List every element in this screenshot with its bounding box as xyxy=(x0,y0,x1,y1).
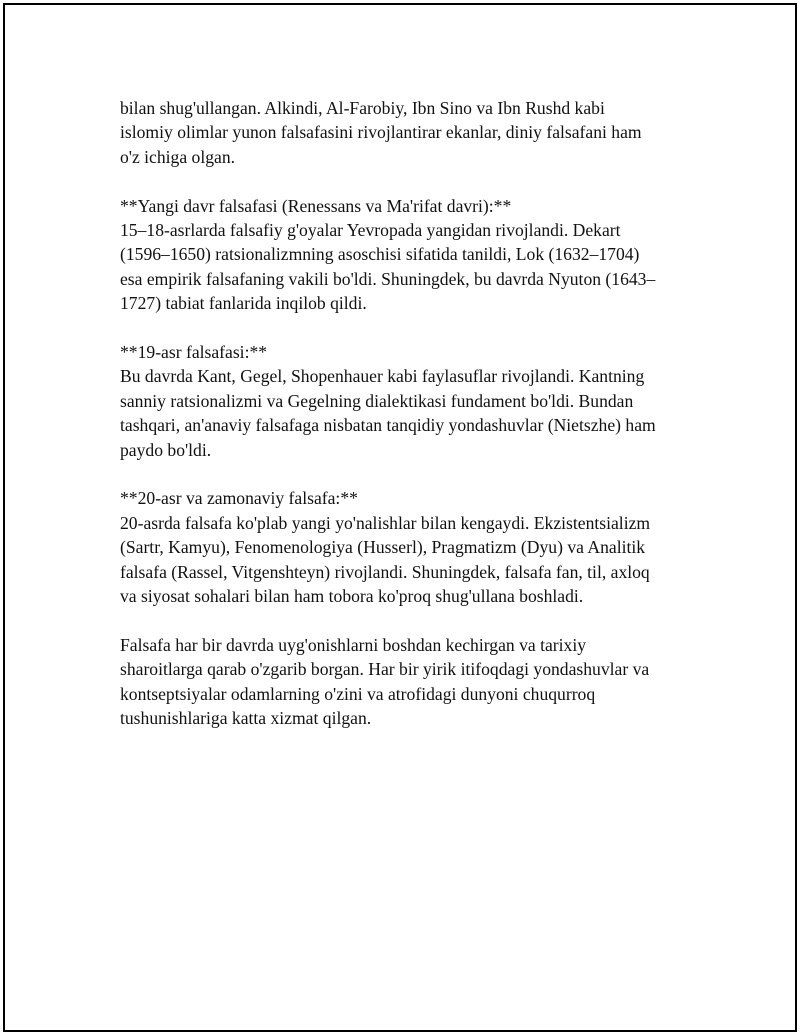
paragraph-new-era-philosophy: **Yangi davr falsafasi (Renessans va Ma'rifat davri):** 15–18-asrlarda falsafiy g'oyalar Yevropada yangidan rivojlandi. Dekart (1596–1650) ratsionalizmning asoschisi sifatida tanildi, Lok (1632–1704) esa empirik falsafaning vakili bo'ldi. Shuningdek, bu davrda Nyuton (1643– 1727) tabiat fanlarida inqilob qildi. xyxy=(120,195,656,314)
paragraph-19th-century-philosophy: **19-asr falsafasi:** Bu davrda Kant, Gegel, Shopenhauer kabi faylasuflar rivojlandi. Kantning sanniy ratsionalizmi va Gegelning dialektikasi fundament bo'ldi. Bundan tashqari, an'anaviy falsafaga nisbatan tanqidiy yondashuvlar (Nietszhe) ham paydo bo'ldi. xyxy=(120,342,656,460)
paragraph-intro: bilan shug'ullangan. Alkindi, Al-Farobiy, Ibn Sino va Ibn Rushd kabi islomiy olimlar yunon falsafasini rivojlantirar ekanlar, diniy falsafani ham o'z ichiga olgan. xyxy=(120,98,642,167)
document-body xyxy=(120,96,695,755)
paragraph-20th-century-philosophy: **20-asr va zamonaviy falsafa:** 20-asrda falsafa ko'plab yangi yo'nalishlar bilan kengaydi. Ekzistentsializm (Sartr, Kamyu), Fenomenologiya (Husserl), Pragmatizm (Dyu) va Analitik falsafa (Rassel, Vitgenshteyn) rivojlandi. Shuningdek, falsafa fan, til, axloq va siyosat sohalari bilan ham tobora ko'proq shug'ullana boshladi. xyxy=(120,488,651,607)
document-page xyxy=(3,3,797,1032)
paragraph-conclusion: Falsafa har bir davrda uyg'onishlarni boshdan kechirgan va tarixiy sharoitlarga qarab o'zgarib borgan. Har bir yirik itifoqdagi yondashuvlar va kontseptsiyalar odamlarning o'zini va atrofidagi dunyoni chuqurroq tushunishlariga katta xizmat qilgan. xyxy=(120,634,650,729)
